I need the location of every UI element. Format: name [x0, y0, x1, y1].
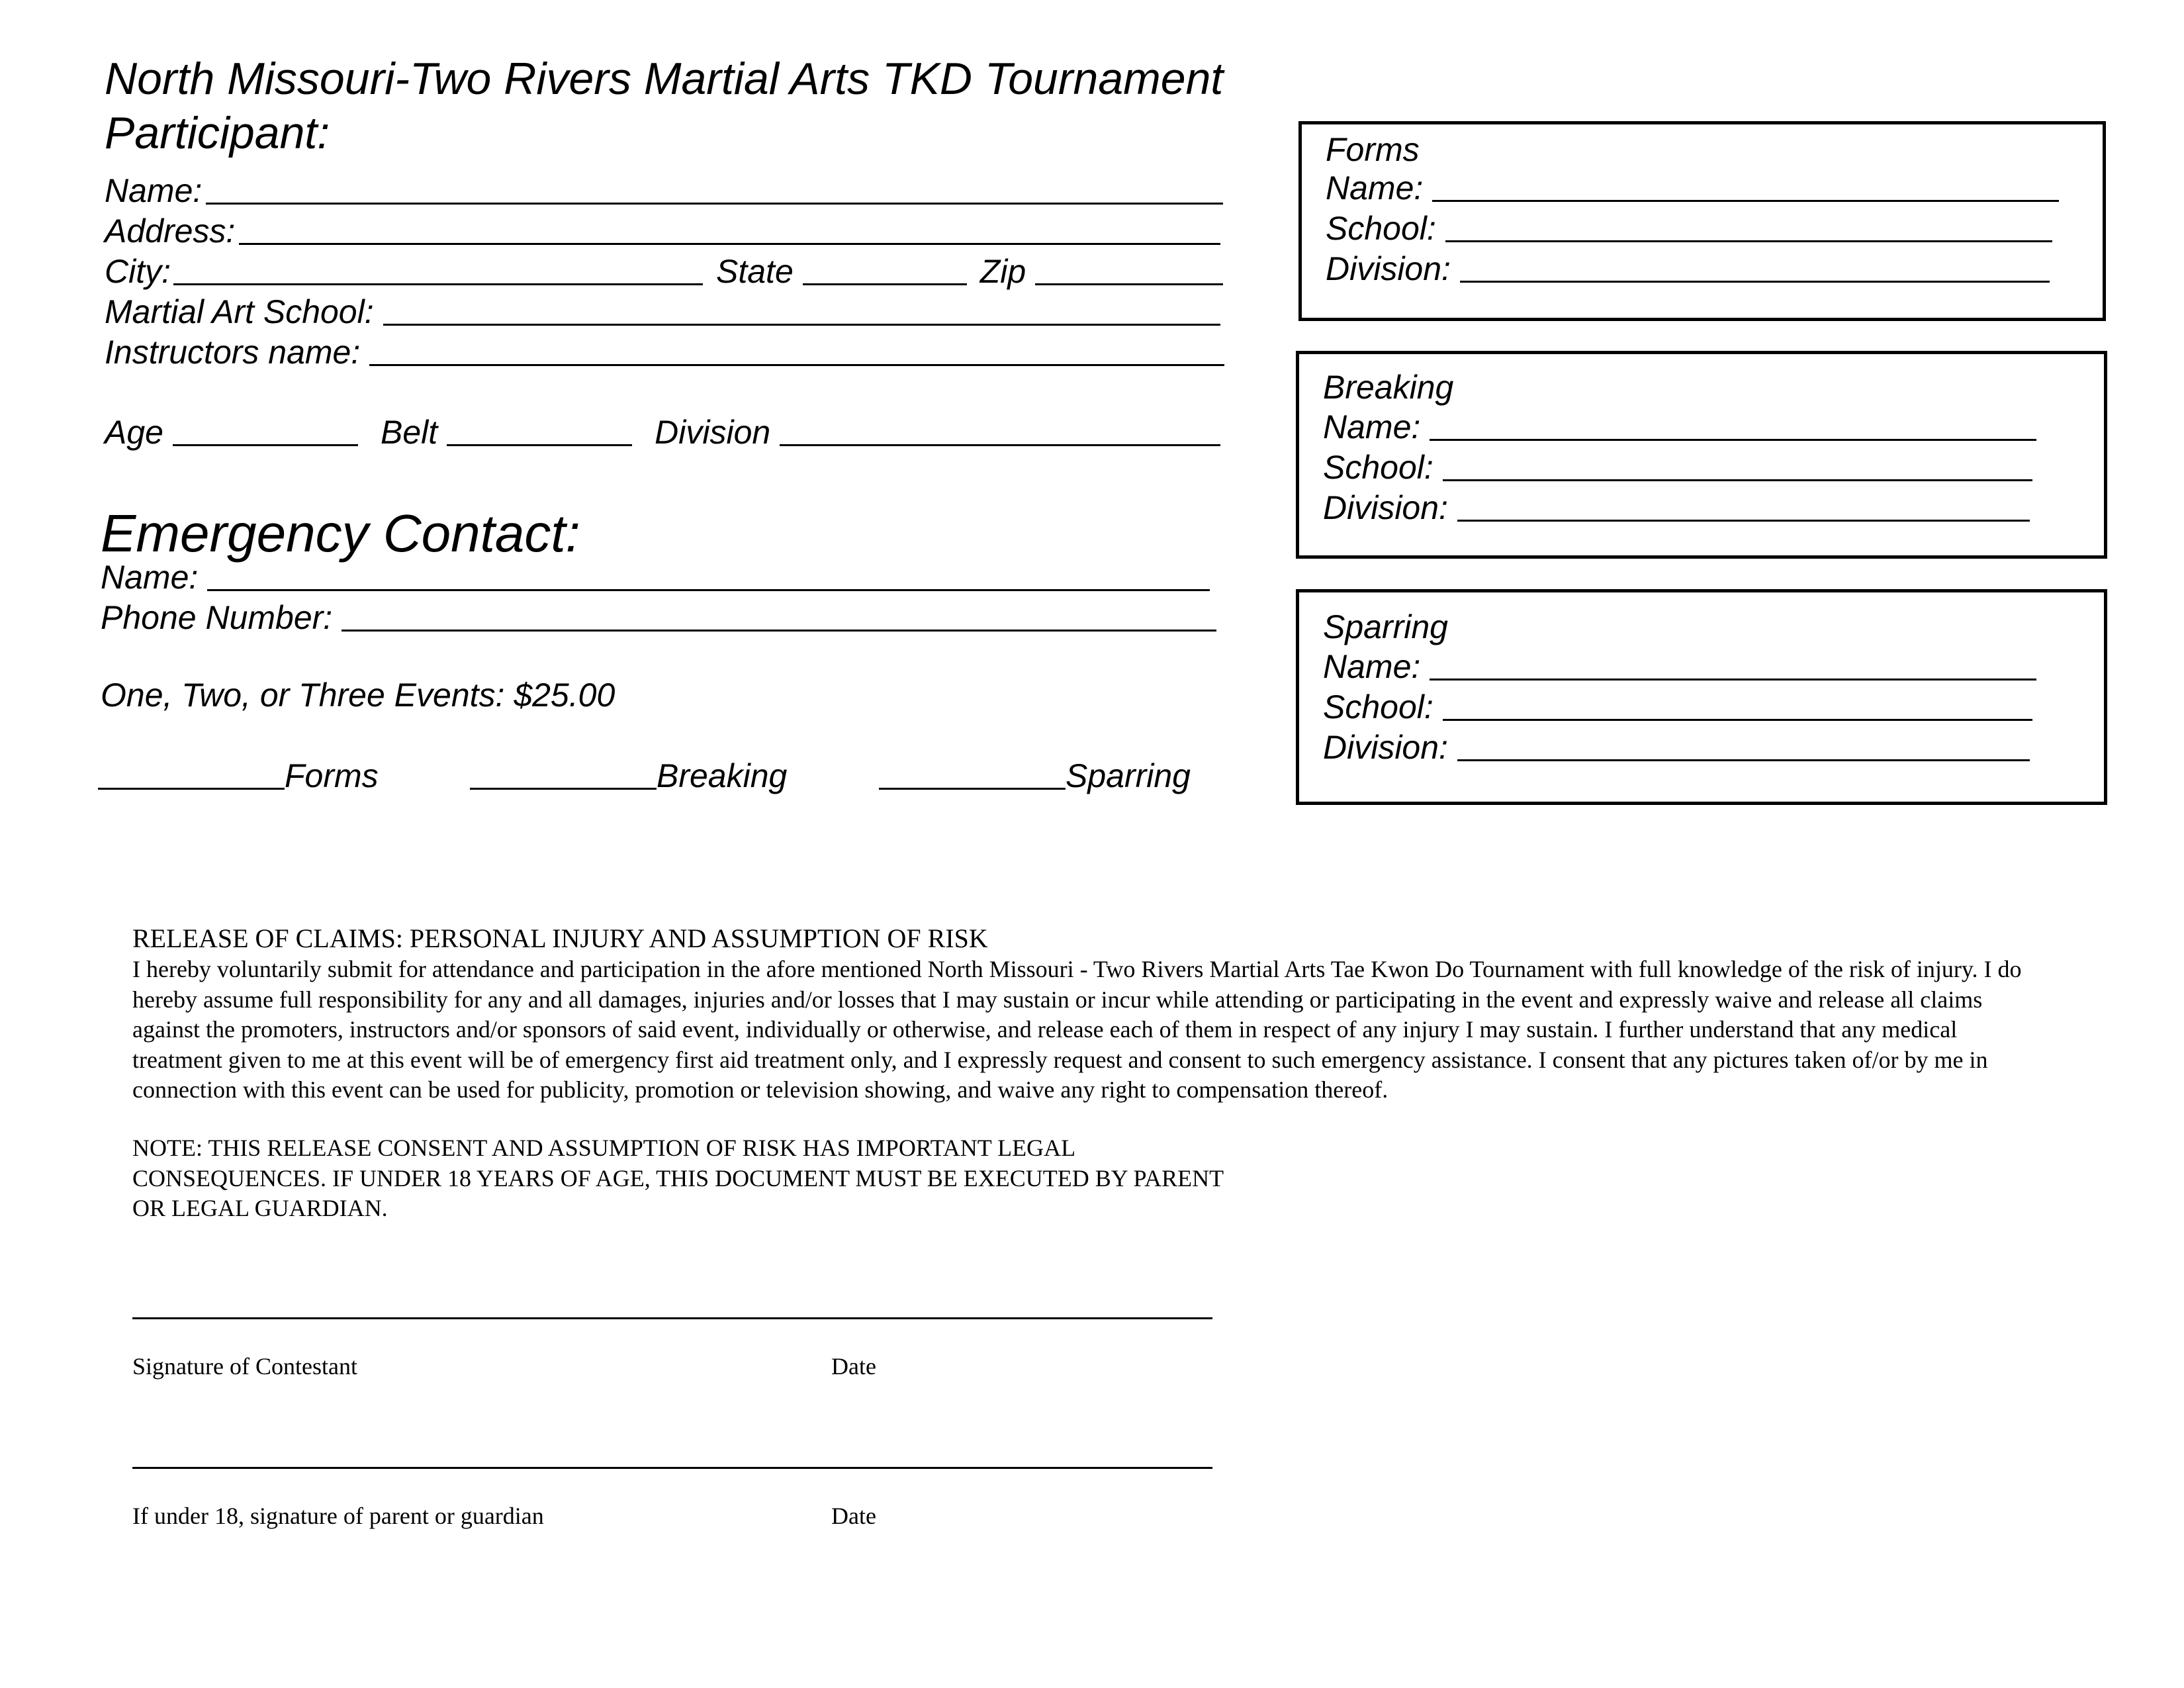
guardian-date-label: Date [831, 1503, 876, 1529]
participant-age-label: Age [105, 414, 163, 451]
breaking-box-division-row [1323, 488, 2030, 528]
sparring-box-name-label: Name: [1323, 648, 1421, 685]
participant-state-label: State [716, 253, 794, 290]
forms-box-title: Forms [1326, 131, 1420, 168]
participant-belt-label: Belt [380, 414, 438, 451]
breaking-box-title: Breaking [1323, 369, 1454, 406]
breaking-box-division-label: Division: [1323, 489, 1448, 526]
participant-age-field[interactable] [173, 444, 358, 446]
contestant-date-label: Date [831, 1353, 876, 1380]
participant-zip-field[interactable] [1035, 283, 1223, 285]
sparring-box-school-label: School: [1323, 688, 1433, 726]
breaking-box-school-row [1323, 447, 2032, 487]
release-title: RELEASE OF CLAIMS: PERSONAL INJURY AND ASSUMPTION OF RISK [132, 923, 988, 953]
participant-school-label: Martial Art School: [105, 293, 374, 330]
release-body: I hereby voluntarily submit for attendance and participation in the afore mentioned North Missouri - Two Rivers Martial Arts Tae Kwon Do Tournament with full knowledge of the risk of injury. I do hereby assume full responsibility for any and all damages, injuries and/or losses that I may sustain or incur while attending or participating in the event and expressly waive and release all claims against the promoters, instructors and/or sponsors of said event, individually or otherwise, and release each of them in respect of any injury I may sustain. I further understand that any medical treatment given to me at this event will be of emergency first aid treatment only, and I expressly request and consent to such emergency assistance. I consent that any pictures taken of/or by me in connection with this event can be used for publicity, promotion or television showing, and waive any right to compensation thereof. [132, 956, 2022, 1103]
participant-name-field[interactable] [206, 203, 1223, 205]
participant-name-row [105, 171, 1223, 211]
participant-school-row [105, 292, 1220, 332]
event-sparring-option [879, 756, 1191, 796]
form-title: North Missouri-Two Rivers Martial Arts TKD Tournament [105, 54, 1224, 104]
participant-instructor-row [105, 332, 1224, 372]
breaking-box-school-field[interactable] [1443, 479, 2032, 481]
emergency-phone-row [101, 598, 1216, 637]
forms-box-name-label: Name: [1326, 169, 1424, 207]
breaking-box-division-field[interactable] [1457, 520, 2030, 522]
emergency-name-label: Name: [101, 559, 199, 596]
forms-box-name-row [1326, 168, 2059, 208]
emergency-contact-heading: Emergency Contact: [101, 504, 580, 563]
forms-box-school-row [1326, 209, 2052, 248]
participant-division-label: Division [655, 414, 771, 451]
emergency-name-field[interactable] [207, 589, 1210, 591]
participant-instructor-label: Instructors name: [105, 334, 361, 371]
event-breaking-option [470, 756, 787, 796]
participant-name-label: Name: [105, 172, 203, 209]
guardian-signature-label: If under 18, signature of parent or guardian [132, 1503, 544, 1529]
participant-age-belt-division-row [105, 412, 1220, 452]
event-forms-option [98, 756, 379, 796]
participant-heading: Participant: [105, 108, 330, 158]
participant-state-field[interactable] [803, 283, 967, 285]
sparring-box-school-row [1323, 687, 2032, 727]
emergency-phone-label: Phone Number: [101, 599, 333, 636]
release-note: NOTE: THIS RELEASE CONSENT AND ASSUMPTION OF RISK HAS IMPORTANT LEGAL CONSEQUENCES. IF UNDER 18 YEARS OF AGE, THIS DOCUMENT MUST BE EXECUTED BY PARENT OR LEGAL GUARDIAN. [132, 1135, 1224, 1221]
sparring-box-division-row [1323, 727, 2030, 767]
sparring-box-division-label: Division: [1323, 729, 1448, 766]
breaking-box [1296, 351, 2107, 559]
forms-box-division-label: Division: [1326, 250, 1451, 287]
sparring-box-school-field[interactable] [1443, 719, 2032, 721]
participant-city-field[interactable] [173, 283, 703, 285]
sparring-box-name-row [1323, 647, 2036, 686]
participant-address-field[interactable] [239, 243, 1220, 245]
forms-box-school-label: School: [1326, 210, 1436, 247]
participant-address-label: Address: [105, 212, 236, 250]
sparring-box-division-field[interactable] [1457, 759, 2030, 761]
event-breaking-label: Breaking [657, 757, 788, 794]
guardian-signature-line[interactable] [132, 1467, 1212, 1469]
event-breaking-checkline[interactable] [470, 788, 657, 790]
forms-box-division-row [1326, 249, 2050, 289]
breaking-box-name-field[interactable] [1430, 439, 2036, 441]
sparring-box-name-field[interactable] [1430, 679, 2036, 680]
participant-zip-label: Zip [979, 253, 1026, 290]
emergency-phone-field[interactable] [341, 630, 1216, 632]
participant-school-field[interactable] [383, 324, 1220, 326]
breaking-box-school-label: School: [1323, 449, 1433, 486]
participant-belt-field[interactable] [447, 444, 632, 446]
event-forms-checkline[interactable] [98, 788, 285, 790]
participant-city-label: City: [105, 253, 171, 290]
event-sparring-checkline[interactable] [879, 788, 1066, 790]
participant-address-row [105, 211, 1220, 251]
event-sparring-label: Sparring [1066, 757, 1191, 794]
contestant-signature-line[interactable] [132, 1317, 1212, 1319]
participant-instructor-field[interactable] [369, 364, 1224, 366]
breaking-box-name-row [1323, 407, 2036, 447]
breaking-box-name-label: Name: [1323, 408, 1421, 445]
participant-city-row [105, 252, 1223, 291]
sparring-box [1296, 589, 2107, 805]
forms-box-division-field[interactable] [1460, 281, 2050, 283]
forms-box [1298, 121, 2106, 321]
events-price-text: One, Two, or Three Events: $25.00 [101, 677, 615, 714]
sparring-box-title: Sparring [1323, 608, 1448, 645]
contestant-signature-label: Signature of Contestant [132, 1353, 357, 1380]
emergency-name-row [101, 557, 1210, 597]
forms-box-name-field[interactable] [1432, 200, 2059, 202]
forms-box-school-field[interactable] [1445, 240, 2052, 242]
participant-division-field[interactable] [780, 444, 1220, 446]
event-forms-label: Forms [285, 757, 379, 794]
